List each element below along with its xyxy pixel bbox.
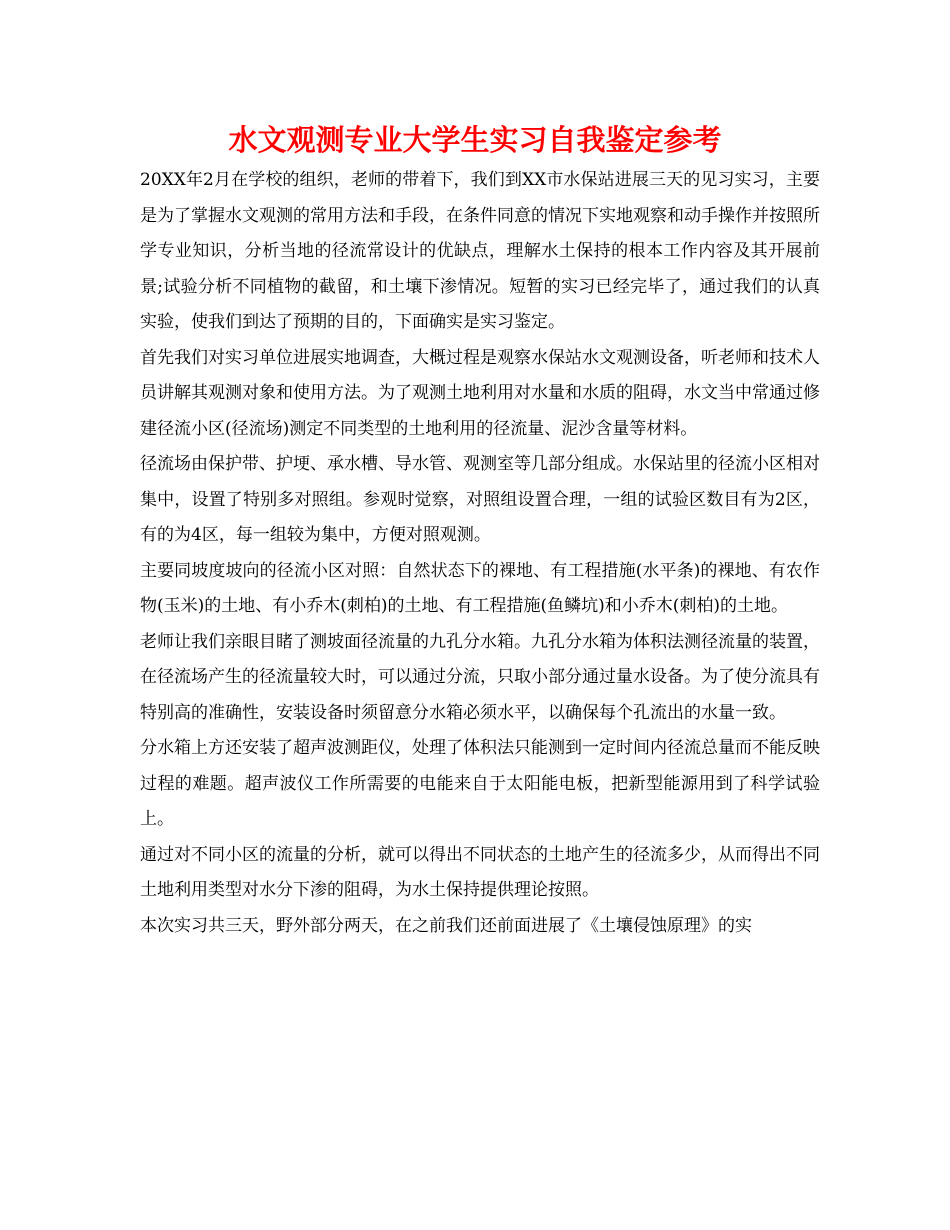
paragraph-7: 通过对不同小区的流量的分析，就可以得出不同状态的土地产生的径流多少，从而得出不同土地利用类型对水分下渗的阻碍，为水土保持提供理论按照。: [140, 844, 820, 900]
paragraph-8: 本次实习共三天，野外部分两天，在之前我们还前面进展了《土壤侵蚀原理》的实: [140, 915, 752, 936]
paragraph-6: 分水箱上方还安装了超声波测距仪，处理了体积法只能测到一定时间内径流总量而不能反映过程的难题。超声波仪工作所需要的电能来自于太阳能电板，把新型能源用到了科学试验上。: [140, 738, 820, 829]
paragraph-1: 20XX年2月在学校的组织，老师的带着下，我们到XX市水保站进展三天的见习实习，主要是为了掌握水文观测的常用方法和手段，在条件同意的情况下实地观察和动手操作并按照所学专业知识，分析当地的径流常设计的优缺点，理解水土保持的根本工作内容及其开展前景;试验分析不同植物的截留，和土壤下渗情况。短暂的实习已经完毕了，通过我们的认真实验，使我们到达了预期的目的，下面确实是实习鉴定。: [140, 170, 820, 332]
paragraph-3: 径流场由保护带、护埂、承水槽、导水管、观测室等几部分组成。水保站里的径流小区相对集中，设置了特别多对照组。参观时觉察，对照组设置合理，一组的试验区数目有为2区，有的为4区，每一组较为集中，方便对照观测。: [140, 454, 820, 545]
paragraph-4: 主要同坡度坡向的径流小区对照：自然状态下的裸地、有工程措施(水平条)的裸地、有农作物(玉米)的土地、有小乔木(刺柏)的土地、有工程措施(鱼鳞坑)和小乔木(刺柏)的土地。: [140, 560, 820, 616]
document-title: 水文观测专业大学生实习自我鉴定参考: [228, 123, 722, 157]
paragraph-2: 首先我们对实习单位进展实地调查，大概过程是观察水保站水文观测设备，听老师和技术人员讲解其观测对象和使用方法。为了观测土地利用对水量和水质的阻碍，水文当中常通过修建径流小区(径流场)测定不同类型的土地利用的径流量、泥沙含量等材料。: [140, 347, 820, 439]
paragraph-5: 老师让我们亲眼目睹了测坡面径流量的九孔分水箱。九孔分水箱为体积法测径流量的装置，在径流场产生的径流量较大时，可以通过分流，只取小部分通过量水设备。为了使分流具有特别高的准确性，安装设备时须留意分水箱必须水平，以确保每个孔流出的水量一致。: [140, 631, 820, 723]
document-body: [140, 163, 820, 944]
